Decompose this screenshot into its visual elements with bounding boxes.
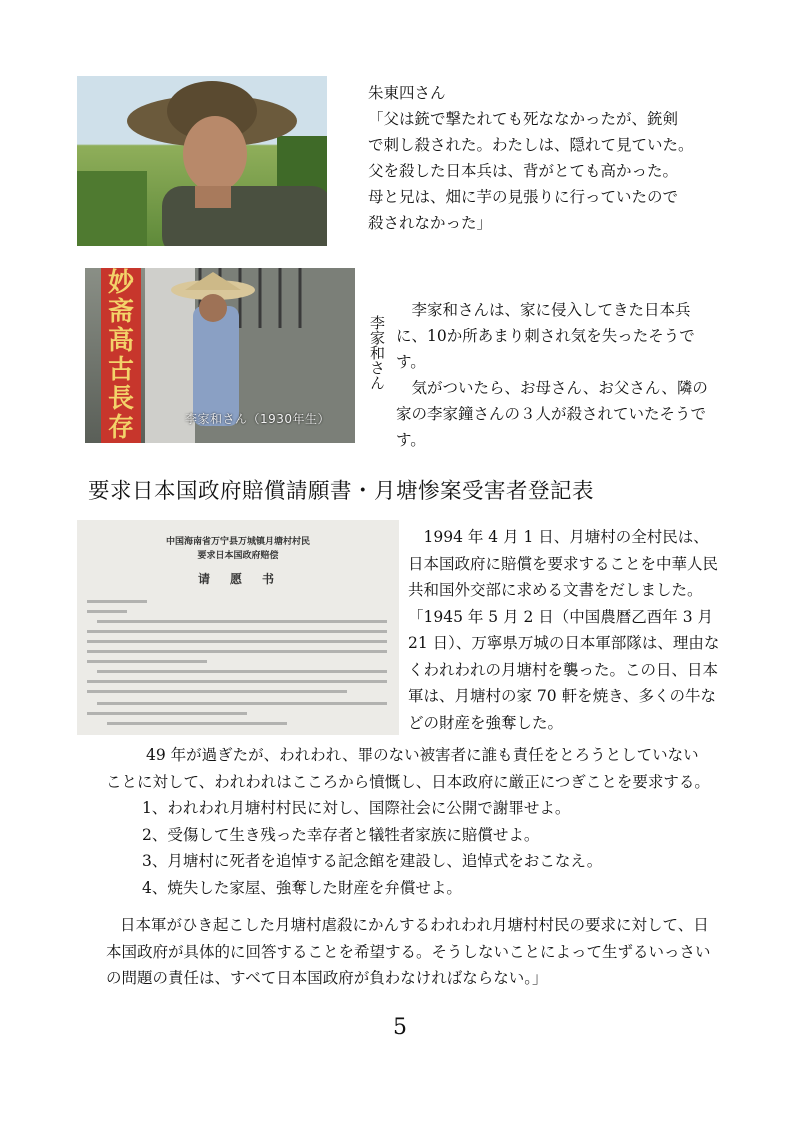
photo-li-jiahe <box>85 268 355 443</box>
section-heading: 要求日本国政府賠償請願書・月塘惨案受害者登記表 <box>88 479 595 504</box>
quote-line: 殺されなかった」 <box>368 214 493 232</box>
paragraph: 「1945 年 5 月 2 日（中国農暦乙酉年 3 月 21 日）、万寧県万城の日本軍部隊は、理由なくわれわれの月塘村を襲った。この日、日本軍は、月塘村の家 70 軒を焼き、多くの牛などの財産を強奪した。 <box>408 607 720 732</box>
demand-item: 1、われわれ月塘村村民に対し、国際社会に公開で謝罪せよ。 <box>142 799 571 817</box>
petition-description <box>408 524 720 736</box>
red-couplet-banner: 妙 斋 高 古 長 存 <box>101 268 141 443</box>
doc-title-line: 中国海南省万宁县万城镇月塘村村民 <box>165 537 310 547</box>
body-line: 49 年が過ぎたが、われわれ、罪のない被害者に誰も責任をとろうとしていない <box>146 746 699 764</box>
closing-line: の問題の責任は、すべて日本国政府が負わなければならない。」 <box>106 969 548 987</box>
demand-item: 2、受傷して生き残った幸存者と犠牲者家族に賠償せよ。 <box>142 825 540 844</box>
vertical-name-label: 李家和さん <box>368 315 386 390</box>
paragraph: 1994 年 4 月 1 日、月塘村の全村民は、日本国政府に賠償を要求することを中華人民共和国外交部に求める文書をだしました。 <box>408 528 719 599</box>
quote-line: 「父は銃で撃たれても死ななかったが、銃剣 <box>368 110 679 128</box>
closing-line: 日本軍がひき起こした月塘村虐殺にかんするわれわれ月塘村村民の要求に対して、日 <box>120 916 709 934</box>
closing-paragraph <box>106 912 726 992</box>
speaker-name: 朱東四さん <box>368 84 446 102</box>
demand-item: 4、焼失した家屋、強奪した財産を弁償せよ。 <box>142 878 462 897</box>
quote-line: 父を殺した日本兵は、背がとても高かった。 <box>368 162 679 180</box>
portrait-photo-icon <box>77 76 327 246</box>
zhu-quote-block <box>368 80 694 236</box>
paragraph: 気がついたら、お母さん、お父さん、隣の家の李家鐘さんの３人が殺されていたそうです。 <box>396 379 708 449</box>
paragraph: 李家和さんは、家に侵入してきた日本兵に、10か所あまり刺され気を失ったそうです。 <box>396 301 695 371</box>
petition-body <box>106 742 726 901</box>
quote-line: で刺し殺された。わたしは、隠れて見ていた。 <box>368 136 694 154</box>
page-number: 5 <box>393 1015 407 1040</box>
body-line: ことに対して、われわれはこころから憤慨し、日本政府に厳正につぎことを要求する。 <box>106 772 710 791</box>
photo-zhu-dongsi <box>77 76 327 246</box>
demand-item: 3、月塘村に死者を追悼する記念館を建設し、追悼式をおこなえ。 <box>142 852 603 870</box>
li-jiahe-paragraphs <box>396 297 718 453</box>
petition-document-image <box>77 520 399 735</box>
doc-title-line: 请 愿 书 <box>197 572 278 586</box>
quote-line: 母と兄は、畑に芋の見張りに行っていたので <box>368 188 679 206</box>
closing-line: 本国政府が具体的に回答することを希望する。そうしないことによって生ずるいっさい <box>106 942 711 961</box>
photo-caption: 李家和さん（1930年生） <box>185 412 331 426</box>
doc-title-line: 要求日本国政府赔偿 <box>197 551 279 561</box>
